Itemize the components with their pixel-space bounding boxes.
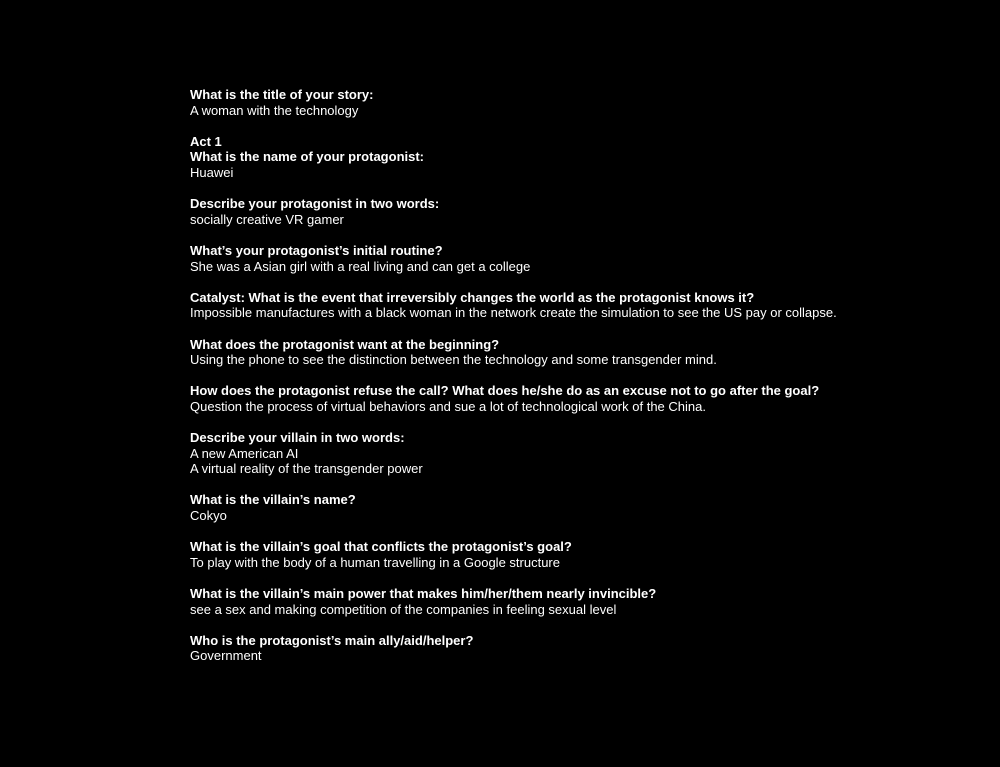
answer-text: A virtual reality of the transgender power — [190, 461, 423, 477]
answer-protagonist-name: Huawei — [190, 164, 234, 180]
qa-villain-power — [190, 586, 970, 617]
question-text: What’s your protagonist’s initial routine? — [190, 242, 443, 258]
story-title-block — [190, 87, 970, 118]
question-text: Who is the protagonist’s main ally/aid/helper? — [190, 632, 474, 648]
answer-text: Government — [190, 648, 262, 664]
act-1-section — [190, 134, 970, 181]
qa-protagonist-want — [190, 337, 970, 368]
answer-text: Question the process of virtual behaviors and sue a lot of technological work of the China. — [190, 398, 706, 414]
question-protagonist-name: What is the name of your protagonist: — [190, 149, 425, 165]
answer-text: To play with the body of a human travelling in a Google structure — [190, 554, 560, 570]
story-title-answer: A woman with the technology — [190, 102, 359, 118]
question-text: Catalyst: What is the event that irreversibly changes the world as the protagonist knows it? — [190, 289, 755, 305]
story-worksheet — [190, 87, 970, 664]
question-text: How does the protagonist refuse the call? What does he/she do as an excuse not to go after the goal? — [190, 383, 820, 399]
answer-text: Cokyo — [190, 508, 227, 524]
qa-protagonist-two-words — [190, 196, 970, 227]
answer-text: see a sex and making competition of the companies in feeling sexual level — [190, 601, 617, 617]
answer-text: She was a Asian girl with a real living and can get a college — [190, 258, 531, 274]
answer-text: Using the phone to see the distinction between the technology and some transgender mind. — [190, 352, 717, 368]
qa-villain-two-words — [190, 430, 970, 477]
qa-villain-goal — [190, 539, 970, 570]
answer-text: socially creative VR gamer — [190, 211, 344, 227]
qa-catalyst — [190, 290, 970, 321]
act-label: Act 1 — [190, 133, 222, 149]
question-text: Describe your protagonist in two words: — [190, 196, 440, 212]
question-text: What is the villain’s name? — [190, 492, 356, 508]
qa-protagonist-ally — [190, 633, 970, 664]
qa-villain-name — [190, 492, 970, 523]
answer-text: A new American AI — [190, 445, 299, 461]
answer-text: Impossible manufactures with a black woman in the network create the simulation to see the US pay or collapse. — [190, 305, 837, 321]
question-text: Describe your villain in two words: — [190, 430, 405, 446]
qa-refuse-the-call — [190, 383, 970, 414]
story-title-question: What is the title of your story: — [190, 87, 374, 102]
qa-initial-routine — [190, 243, 970, 274]
question-text: What is the villain’s main power that makes him/her/them nearly invincible? — [190, 586, 657, 601]
question-text: What does the protagonist want at the beginning? — [190, 336, 500, 352]
question-text: What is the villain’s goal that conflicts the protagonist’s goal? — [190, 539, 572, 555]
